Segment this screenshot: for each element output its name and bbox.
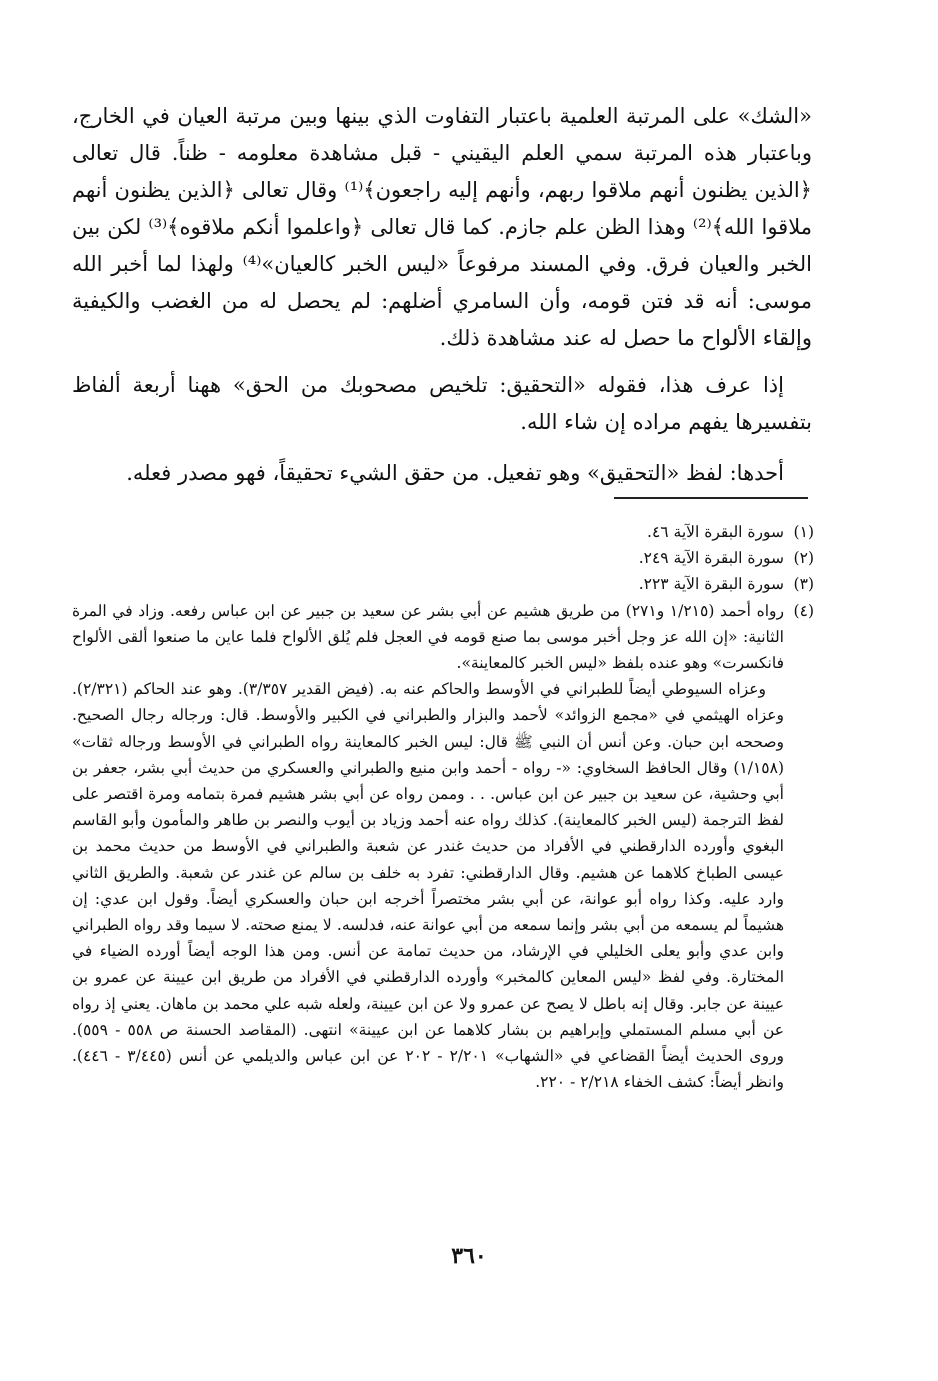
main-paragraph-1: «الشك» على المرتبة العلمية باعتبار التفاوت الذي بينها وبين مرتبة العيان في الخارج، وباعتبار هذه المرتبة سمي العلم اليقيني - قبل مشاهدة معلومه - ظناً. قال تعالى ﴿الذين يظنون أنهم ملاقوا ربهم، وأنهم إليه راجعون﴾⁽¹⁾ وقال تعالى ﴿الذين يظنون أنهم ملاقوا الله﴾⁽²⁾ وهذا الظن علم جازم. كما قال تعالى ﴿واعلموا أنكم ملاقوه﴾⁽³⁾ لكن بين الخبر والعيان فرق. وفي المسند مرفوعاً «ليس الخبر كالعيان»⁽⁴⁾ ولهذا لما أخبر الله موسى: أنه قد فتن قومه، وأن السامري أضلهم: لم يحصل له من الغضب والكيفية وإلقاء الألواح ما حصل له عند مشاهدة ذلك. bbox=[72, 104, 812, 350]
footnote-2 bbox=[72, 545, 814, 571]
footnote-separator bbox=[614, 497, 808, 499]
footnote-4 bbox=[72, 598, 814, 1096]
main-paragraph-2: إذا عرف هذا، فقوله «التحقيق: تلخيص مصحوبك من الحق» ههنا أربعة ألفاظ بتفسيرها يفهم مراده إن شاء الله. bbox=[72, 373, 812, 434]
footnote-1 bbox=[72, 519, 814, 545]
footnote-text: رواه أحمد (١/٢١٥ و٢٧١) من طريق هشيم عن أبي بشر عن سعيد بن جبير عن ابن عباس رفعه. وزاد في المرة الثانية: «إن الله عز وجل أخبر موسى بما صنع قومه في العجل فلم يُلق الألواح فلما عاين ما صنعوا ألقى الألواح فانكسرت» وهو عنده بلفظ «ليس الخبر كالمعاينة». bbox=[72, 601, 784, 673]
footnote-3 bbox=[72, 571, 814, 597]
footnote-number: (١) bbox=[793, 523, 814, 541]
main-text bbox=[72, 98, 812, 492]
footnote-text: سورة البقرة الآية ٢٤٩. bbox=[638, 549, 784, 568]
footnote-text: سورة البقرة الآية ٤٦. bbox=[647, 523, 784, 541]
footnote-number: (٢) bbox=[793, 549, 814, 568]
footnotes bbox=[72, 519, 814, 1095]
footnote-text: سورة البقرة الآية ٢٢٣. bbox=[638, 575, 784, 594]
footnote-number: (٣) bbox=[793, 575, 814, 594]
page-number: ٣٦٠ bbox=[451, 1243, 487, 1269]
footnote-number: (٤) bbox=[793, 601, 814, 620]
footnote-text-continued: وعزاه السيوطي أيضاً للطبراني في الأوسط والحاكم عنه به. (فيض القدير ٣/٣٥٧). وهو عند الحاكم (٢/٣٢١). وعزاه الهيثمي في «مجمع الزوائد» لأحمد والبزار والطبراني في الكبير والأوسط. قال: ورجاله رجال الصحيح. وصححه ابن حبان. وعن أنس أن النبي ﷺ قال: ليس الخبر كالمعاينة رواه الطبراني في الأوسط ورجاله ثقات» (١/١٥٨) وقال الحافظ السخاوي: «- رواه - أحمد وابن منيع والطبراني والعسكري من حديث أبي بشر، جعفر بن أبي وحشية، عن سعيد بن جبير عن ابن عباس. . . وممن رواه عن أبي بشر هشيم فمرة بتمامه ومرة اقتصر على لفظ الترجمة (ليس الخبر كالمعاينة). كذلك رواه عنه أحمد وزياد بن أيوب والنصر بن طاهر والمأمون وأبو القاسم البغوي وأورده الدارقطني في الأفراد من حديث غندر عن شعبة والطبراني في الأوسط من حديث محمد بن عيسى الطباخ كلاهما عن هشيم. وقال الدارقطني: تفرد به خلف بن سالم عن غندر عن شعبة. والطريق الثاني وارد عليه. وكذا رواه أبو عوانة، عن أبي بشر مختصراً أخرجه ابن حبان والعسكري أيضاً. وقول ابن عدي: إن هشيماً لم يسمعه من أبي بشر وإنما سمعه من أبي عوانة عنه، فدلسه. لا يمنع صحته. لا سيما وقد رواه الطبراني وابن عدي وأبو يعلى الخليلي في الإرشاد، من حديث تمامة عن أنس. ومن هذا الوجه أيضاً أورده الضياء في المختارة. وفي لفظ «ليس المعاين كالمخبر» وأورده الدارقطني في الأفراد من طريق ابن عيينة عن عمرو بن عيينة عن جابر. وقال إنه باطل لا يصح عن عمرو ولا عن ابن عيينة، ولعله شبه علي محمد بن ماهان. يعني إذ رواه عن أبي مسلم المستملي وإبراهيم بن بشار كلاهما عن ابن عيينة» انتهى. (المقاصد الحسنة ص ٥٥٨ - ٥٥٩). وروى الحديث أيضاً القضاعي في «الشهاب» ٢/٢٠١ - ٢٠٢ عن ابن عباس والديلمي عن أنس (٣/٤٤٥ - ٤٤٦). وانظر أيضاً: كشف الخفاء ٢/٢١٨ - ٢٢٠. bbox=[72, 680, 785, 1092]
main-paragraph-3: أحدها: لفظ «التحقيق» وهو تفعيل. من حقق الشيء تحقيقاً، فهو مصدر فعله. bbox=[126, 461, 784, 485]
